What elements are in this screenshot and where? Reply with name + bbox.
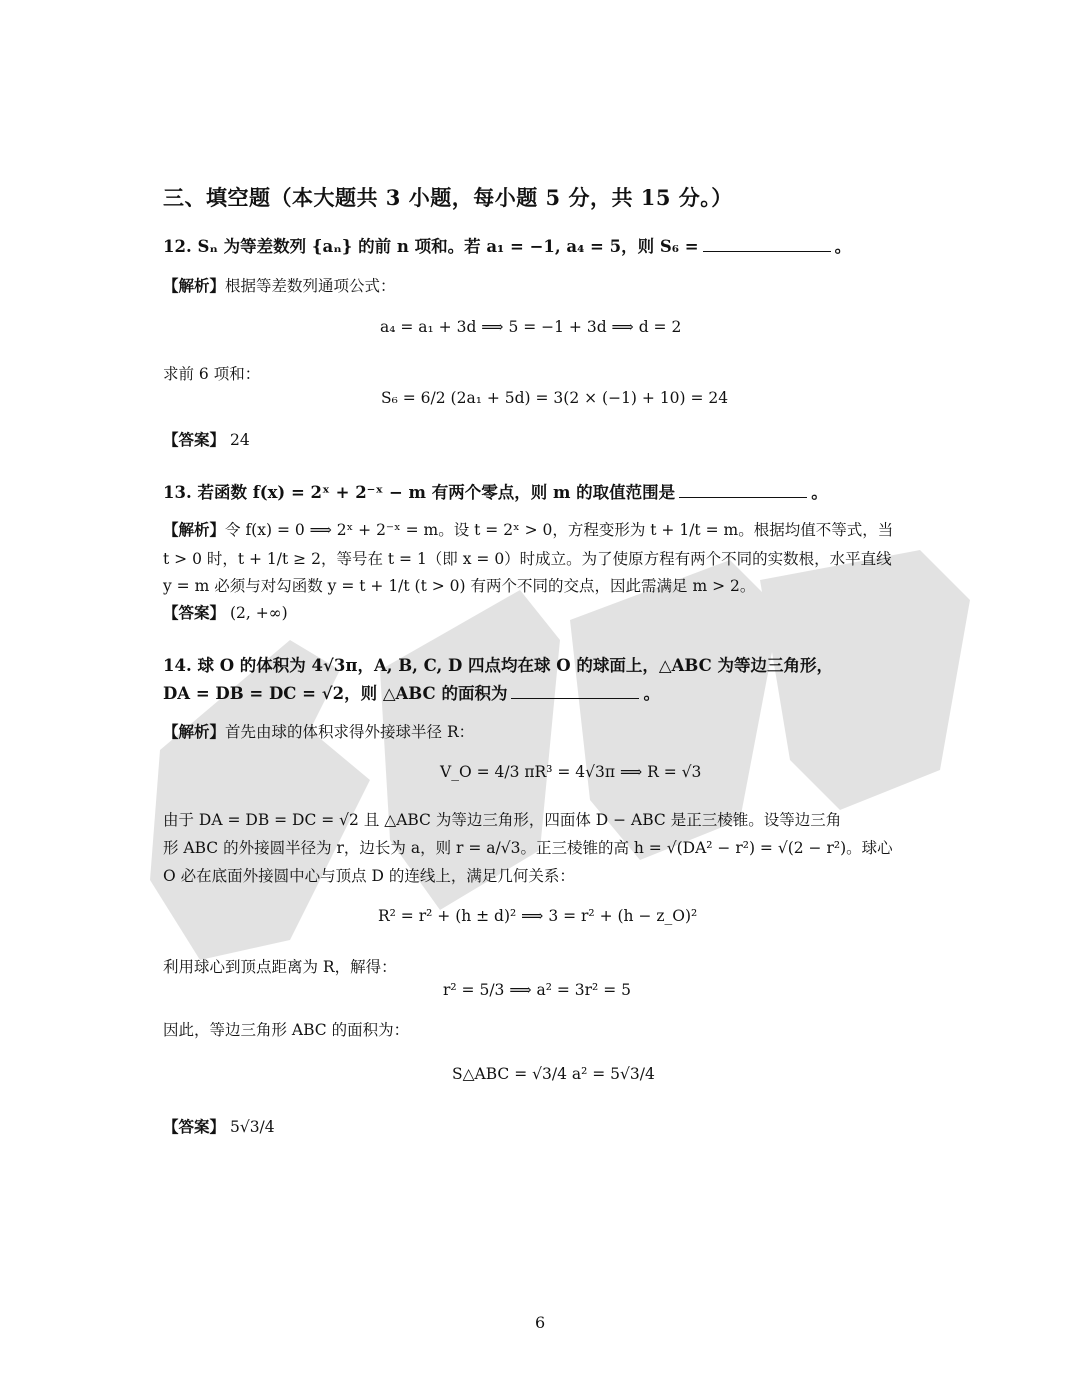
analysis-text: 首先由球的体积求得外接球半径 R： bbox=[225, 723, 475, 741]
answer-label: 【答案】 bbox=[163, 603, 226, 622]
question-14-line-2 bbox=[163, 680, 660, 704]
answer-blank bbox=[511, 686, 639, 699]
q13-analysis-line-1 bbox=[163, 518, 893, 540]
q14-answer bbox=[163, 1115, 275, 1137]
answer-value: (2, +∞) bbox=[229, 604, 288, 622]
question-12-end: 。 bbox=[834, 237, 852, 256]
q12-analysis bbox=[163, 274, 396, 296]
question-12-text: 12. Sₙ 为等差数列 {aₙ} 的前 n 项和。若 a₁ = −1, a₄ = 5，则 S₆ = bbox=[163, 237, 699, 256]
q12-answer bbox=[163, 428, 250, 450]
answer-label: 【答案】 bbox=[163, 1117, 226, 1136]
q12-formula-2: S₆ = 6/2 (2a₁ + 5d) = 3(2 × (−1) + 10) = 24 bbox=[381, 389, 729, 407]
answer-blank bbox=[703, 239, 831, 252]
section-heading: 三、填空题（本大题共 3 小题，每小题 5 分，共 15 分。） bbox=[163, 185, 733, 210]
q14-line-a: 由于 DA = DB = DC = √2 且 △ABC 为等边三角形，四面体 D − ABC 是正三棱锥。设等边三角 bbox=[163, 811, 842, 829]
question-14-line-1: 14. 球 O 的体积为 4√3π，A, B, C, D 四点均在球 O 的球面上，△ABC 为等边三角形， bbox=[163, 656, 834, 675]
answer-value: 5√3/4 bbox=[229, 1118, 275, 1136]
question-12 bbox=[163, 233, 851, 257]
answer-value: 24 bbox=[229, 431, 250, 449]
q13-analysis-line-2: t > 0 时，t + 1/t ≥ 2，等号在 t = 1（即 x = 0）时成立。为了使原方程有两个不同的实数根，水平直线 bbox=[163, 550, 892, 568]
q14-formula-2: R² = r² + (h ± d)² ⟹ 3 = r² + (h − z_O)² bbox=[378, 907, 698, 925]
q14-text-3: 利用球心到顶点距离为 R，解得： bbox=[163, 958, 397, 976]
question-13 bbox=[163, 479, 828, 503]
analysis-label: 【解析】 bbox=[163, 276, 226, 295]
answer-blank bbox=[679, 485, 807, 498]
question-13-text: 13. 若函数 f(x) = 2ˣ + 2⁻ˣ − m 有两个零点，则 m 的取值范围是 bbox=[163, 483, 676, 502]
q14-analysis bbox=[163, 720, 474, 742]
answer-label: 【答案】 bbox=[163, 430, 226, 449]
q13-answer bbox=[163, 601, 288, 623]
question-14-end: 。 bbox=[643, 684, 660, 703]
analysis-text: 根据等差数列通项公式： bbox=[225, 277, 396, 295]
analysis-label: 【解析】 bbox=[163, 722, 226, 741]
q12-text-2: 求前 6 项和： bbox=[163, 365, 261, 383]
analysis-label: 【解析】 bbox=[163, 520, 226, 539]
q14-formula-1: V_O = 4/3 πR³ = 4√3π ⟹ R = √3 bbox=[440, 763, 702, 781]
q12-formula-1: a₄ = a₁ + 3d ⟹ 5 = −1 + 3d ⟹ d = 2 bbox=[380, 318, 682, 336]
q14-text-4: 因此，等边三角形 ABC 的面积为： bbox=[163, 1021, 410, 1039]
q14-formula-3: r² = 5/3 ⟹ a² = 3r² = 5 bbox=[443, 981, 631, 999]
question-14-text: DA = DB = DC = √2，则 △ABC 的面积为 bbox=[163, 684, 508, 703]
page-number: 6 bbox=[535, 1313, 546, 1332]
q14-line-b: 形 ABC 的外接圆半径为 r，边长为 a，则 r = a/√3。正三棱锥的高 h = √(DA² − r²) = √(2 − r²)。球心 bbox=[163, 839, 893, 857]
q13-analysis-line-3: y = m 必须与对勾函数 y = t + 1/t (t > 0) 有两个不同的交点，因此需满足 m > 2。 bbox=[163, 577, 756, 595]
analysis-text: 令 f(x) = 0 ⟹ 2ˣ + 2⁻ˣ = m。设 t = 2ˣ > 0，方程变形为 t + 1/t = m。根据均值不等式，当 bbox=[225, 521, 894, 539]
question-13-end: 。 bbox=[811, 483, 828, 502]
q14-line-c: O 必在底面外接圆中心与顶点 D 的连线上，满足几何关系： bbox=[163, 867, 575, 885]
q14-formula-4: S△ABC = √3/4 a² = 5√3/4 bbox=[452, 1065, 655, 1083]
